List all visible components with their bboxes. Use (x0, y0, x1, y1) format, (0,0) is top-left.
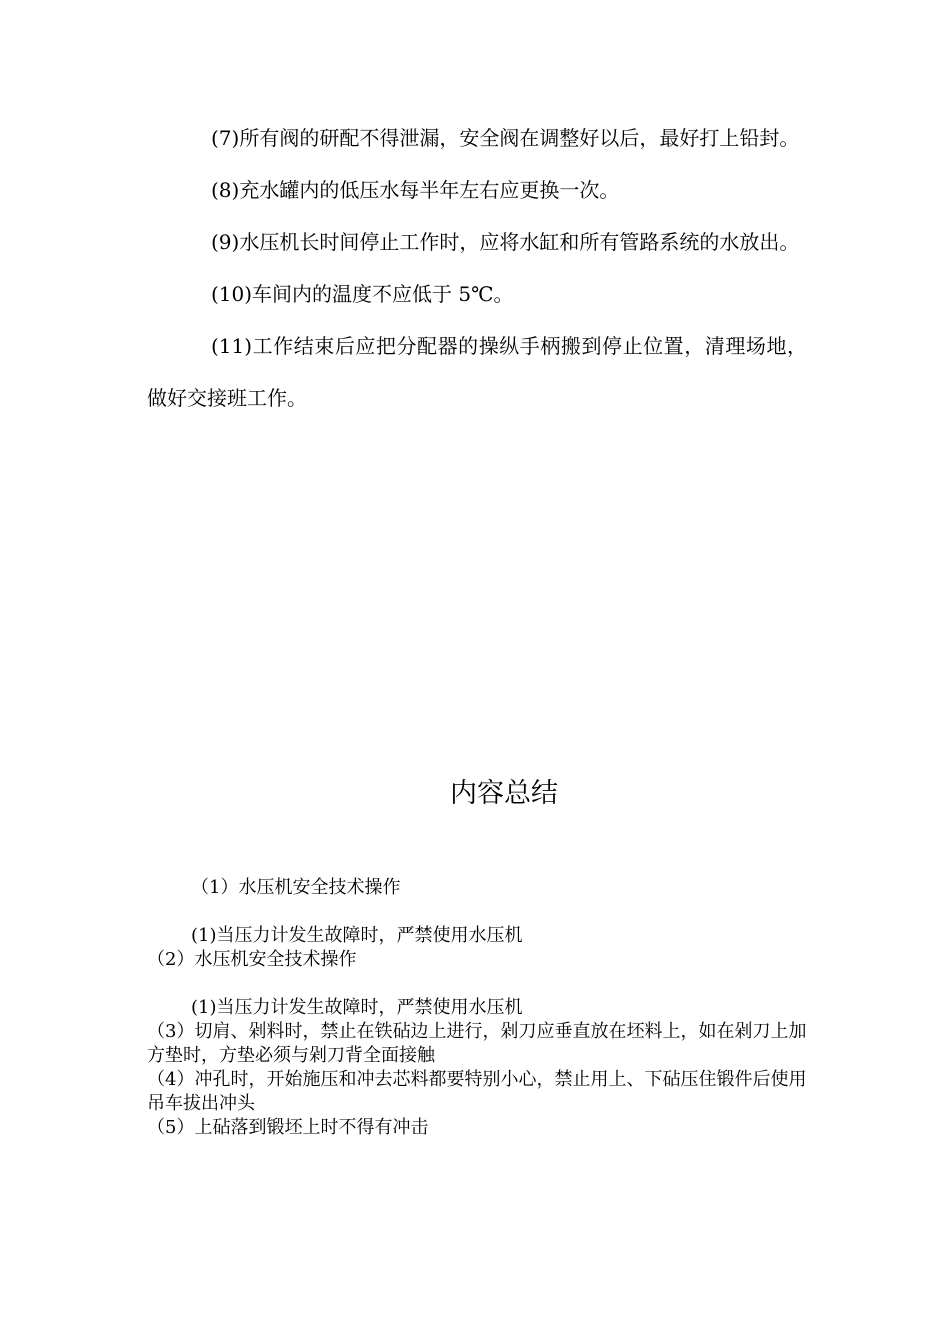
paragraph-7: (7)所有阀的研配不得泄漏，安全阀在调整好以后，最好打上铅封。 (211, 126, 800, 150)
summary-item-5: （5）上砧落到锻坯上时不得有冲击 (147, 1117, 429, 1138)
summary-item-3: （3）切肩、剁料时，禁止在铁砧边上进行，剁刀应垂直放在坯料上，如在剁刀上加方垫时，方垫必须与剁刀背全面接触 (147, 1021, 807, 1066)
body-text (147, 112, 807, 424)
paragraph-8: (8)充水罐内的低压水每半年左右应更换一次。 (211, 178, 620, 202)
paragraph-10: (10)车间内的温度不应低于 5℃。 (211, 282, 514, 306)
summary-item-1-heading: （1）水压机安全技术操作 (191, 877, 401, 898)
summary-item-2-heading: （2）水压机安全技术操作 (147, 949, 357, 970)
summary-section (147, 876, 807, 1140)
summary-item-4: （4）冲孔时，开始施压和冲去芯料都要特别小心，禁止用上、下砧压住锻件后使用吊车拔出冲头 (147, 1069, 807, 1114)
summary-item-1-sub: (1)当压力计发生故障时，严禁使用水压机 (191, 925, 523, 946)
paragraph-11: (11)工作结束后应把分配器的操纵手柄搬到停止位置，清理场地，做好交接班工作。 (147, 334, 807, 410)
summary-item-2-sub: (1)当压力计发生故障时，严禁使用水压机 (191, 997, 523, 1018)
paragraph-9: (9)水压机长时间停止工作时，应将水缸和所有管路系统的水放出。 (211, 230, 800, 254)
summary-title: 内容总结 (450, 778, 558, 809)
